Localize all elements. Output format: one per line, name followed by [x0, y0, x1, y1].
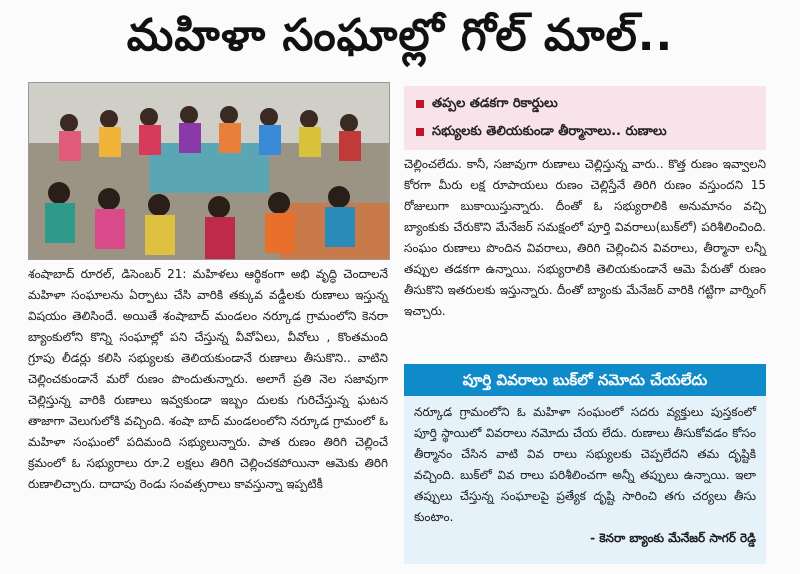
highlight-box — [404, 86, 766, 150]
highlight-item: తప్పల తడకగా రికార్డులు — [416, 92, 558, 116]
article-paragraph: శంషాబాద్ రూరల్, డిసెంబర్ 21: మహిళలు ఆర్థికంగా అభి వృద్ధి చెందాలనే మహిళా సంఘాలను ఏర్పాటు చేసి వారికి తక్కువ వడ్డీలకు రుణాలు ఇస్తున్న విషయం తెలిసిందే. అయితే శంషాబాద్ మండలం నర్కూడ గ్రామంలోని కెనరా బ్యాంకులోని కొన్ని సంఘాల్లో పని చేస్తున్న వీవోఏలు, వీవోలు , కొంతమంది గ్రూపు లీడర్లు కలిసి సభ్యులకు తెలియకుండానే రుణాలు తీసుకొని.. వాటిని చెల్లించకుండానే మరో రుణం పొందుతున్నారు. అలాగే ప్రతి నెల సజావుగా చెల్లిస్తున్న వారికి రుణాలు ఇవ్వకుండా ఇబ్బం దులకు గురిచేస్తున్న ఘటన తాజాగా వెలుగులోకి వచ్చింది. శంషా బాద్ మండలంలోని నర్కూడ గ్రామంలో ఓ మహిళా సంఘంలో పదిమంది సభ్యులున్నారు. పాత రుణం తిరిగి చెల్లించే క్రమంలో ఓ సభ్యురాలు రూ.2 లక్షలు తిరిగి చెల్లించకపోయినా ఆమెకు తిరిగి రుణాలిచ్చారు. దాదాపు రెండు సంవత్సరాలు కావస్తున్నా ఇప్పటికీ — [28, 267, 388, 491]
left-article-column — [28, 264, 388, 564]
highlight-item: సభ్యులకు తెలియకుండా తీర్మానాలు.. రుణాలు — [416, 120, 667, 144]
news-photo — [28, 82, 390, 260]
quote-box — [404, 396, 766, 564]
headline: మహిళా సంఘాల్లో గోల్ మాల్.. — [126, 10, 674, 61]
bullet-square-icon — [416, 128, 424, 136]
women-group-photo — [29, 83, 389, 259]
quote-paragraph: నర్కూడ గ్రామంలోని ఓ మహిళా సంఘంలో సదరు వ్యక్తులు పుస్తకంలో పూర్తి స్థాయిలో వివరాలు నమోదు చేయ లేదు. రుణాలు తీసుకోవడం కోసం తీర్మానం చేసిన వాటి వివ రాలు సభ్యులకు చెప్పలేదని తమ దృష్టికి వచ్చింది. బుక్‌లో వివ రాలు పరిశీలించగా అన్నీ తప్పులు ఉన్నాయి. ఇలా తప్పులు చేస్తున్న సంఘాలపై ప్రత్యేక దృష్టి సారించి తగు చర్యలు తీసు కుంటాం. — [414, 405, 756, 524]
quote-signature: - కెనరా బ్యాంకు మేనేజర్ సాగర్ రెడ్డి — [590, 531, 756, 545]
bullet-square-icon — [416, 100, 424, 108]
article-paragraph: చెల్లించలేదు. కానీ, సజావుగా రుణాలు చెల్లిస్తున్న వారు.. కొత్త రుణం ఇవ్వాలని కోరగా మీరు లక్ష రూపాయలు రుణం చెల్లిస్తేనే తిరిగి రుణం వస్తుందని 15 రోజులుగా బుకాయిస్తున్నారు. దీంతో ఓ సభ్యురాలికి అనుమానం వచ్చి బ్యాంకుకు చేరుకొని మేనేజర్ సమక్షంలో పూర్తి వివరాలు(బుక్‌లో) పరిశీలించింది. సంఘం రుణాలు పొందిన వివరాలు, తిరిగి చెల్లించిన వివరాలు, తీర్మానా లన్నీ తప్పుల తడకగా ఉన్నాయి. సభ్యురాలికి తెలియకుండానే ఆమె పేరుతో రుణం తీసుకొని ఇతరులకు ఇస్తున్నారు. దీంతో బ్యాంకు మేనేజర్ వారికి గట్టిగా వార్నింగ్ ఇచ్చారు. — [404, 157, 766, 318]
quote-body — [414, 402, 756, 558]
box-heading: పూర్తి వివరాలు బుక్‌లో నమోదు చేయలేదు — [404, 364, 766, 396]
right-article-column — [404, 154, 766, 354]
